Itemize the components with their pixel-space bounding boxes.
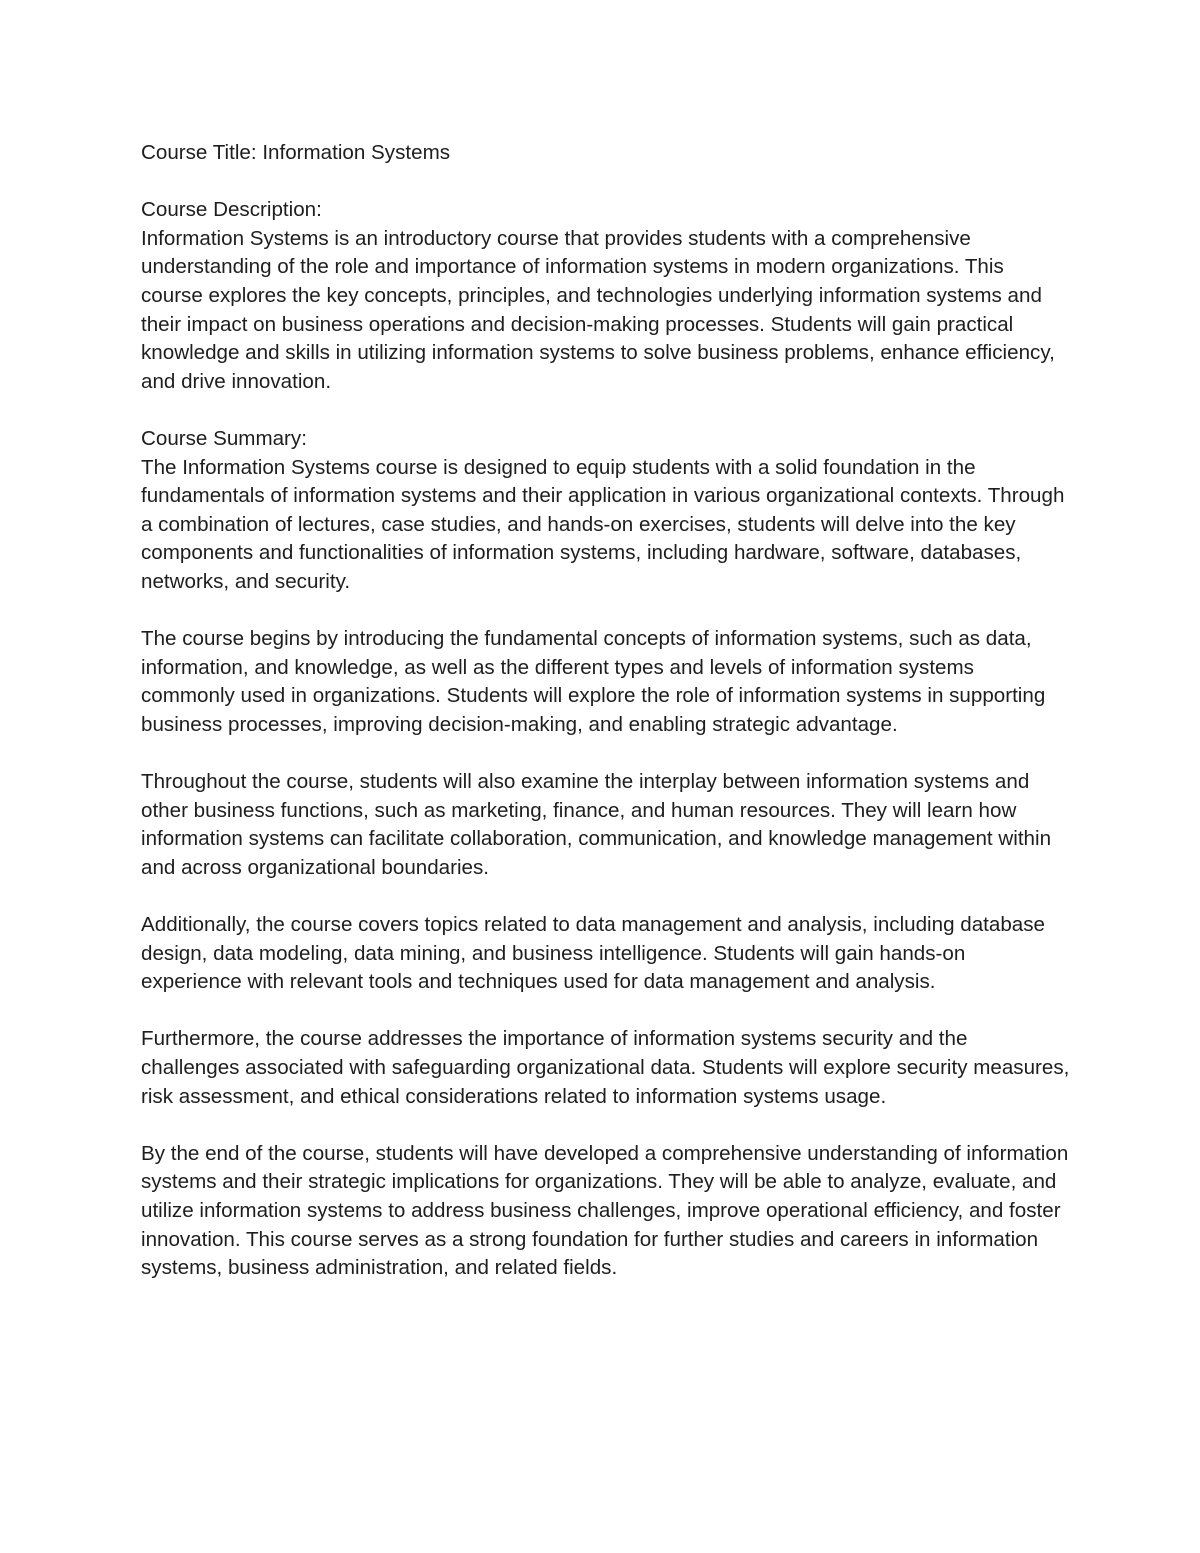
summary-paragraph-5: Furthermore, the course addresses the importance of information systems security and the challenges associated with safeguarding organizational data. Students will explore security measures, risk assessment, and ethical considerations related to information systems usage. xyxy=(141,1027,1070,1108)
summary-paragraph-2: The course begins by introducing the fundamental concepts of information systems, such as data, information, and knowledge, as well as the different types and levels of information systems commonly used in organizations. Students will explore the role of information systems in supporting business processes, improving decision-making, and enabling strategic advantage. xyxy=(141,627,1046,736)
spacer xyxy=(141,739,1071,768)
course-title: Course Title: Information Systems xyxy=(141,141,451,164)
document-body xyxy=(141,139,1071,1283)
spacer xyxy=(141,168,1071,197)
summary-heading: Course Summary: xyxy=(141,426,307,450)
description-heading: Course Description: xyxy=(141,198,322,222)
summary-paragraph-1: The Information Systems course is designed to equip students with a solid foundation in the fundamentals of information systems and their application in various organizational contexts. Through a combination of lectures, case studies, and hands-on exercises, students will delve into the key components and functionalities of information systems, including hardware, software, databases, networks, and security. xyxy=(141,455,1065,593)
summary-paragraph-4: Additionally, the course covers topics related to data management and analysis, including database design, data modeling, data mining, and business intelligence. Students will gain hands-on experience with relevant tools and techniques used for data management and analysis. xyxy=(141,913,1046,994)
spacer xyxy=(141,882,1071,911)
spacer xyxy=(141,597,1071,626)
description-paragraph: Information Systems is an introductory course that provides students with a comprehensive understanding of the role and importance of information systems in modern organizations. This course explores the key concepts, principles, and technologies underlying information systems and their impact on business operations and decision-making processes. Students will gain practical knowledge and skills in utilizing information systems to solve business problems, enhance efficiency, and drive innovation. xyxy=(141,226,1055,393)
spacer xyxy=(141,997,1071,1026)
summary-paragraph-3: Throughout the course, students will also examine the interplay between information systems and other business functions, such as marketing, finance, and human resources. They will learn how information systems can facilitate collaboration, communication, and knowledge management within and across organizational boundaries. xyxy=(141,770,1052,879)
spacer xyxy=(141,396,1071,425)
spacer xyxy=(141,1111,1071,1140)
summary-paragraph-6: By the end of the course, students will have developed a comprehensive understanding of information systems and their strategic implications for organizations. They will be able to analyze, evaluate, and utilize information systems to address business challenges, improve operational efficiency, and foster innovation. This course serves as a strong foundation for further studies and careers in information systems, business administration, and related fields. xyxy=(141,1141,1069,1280)
